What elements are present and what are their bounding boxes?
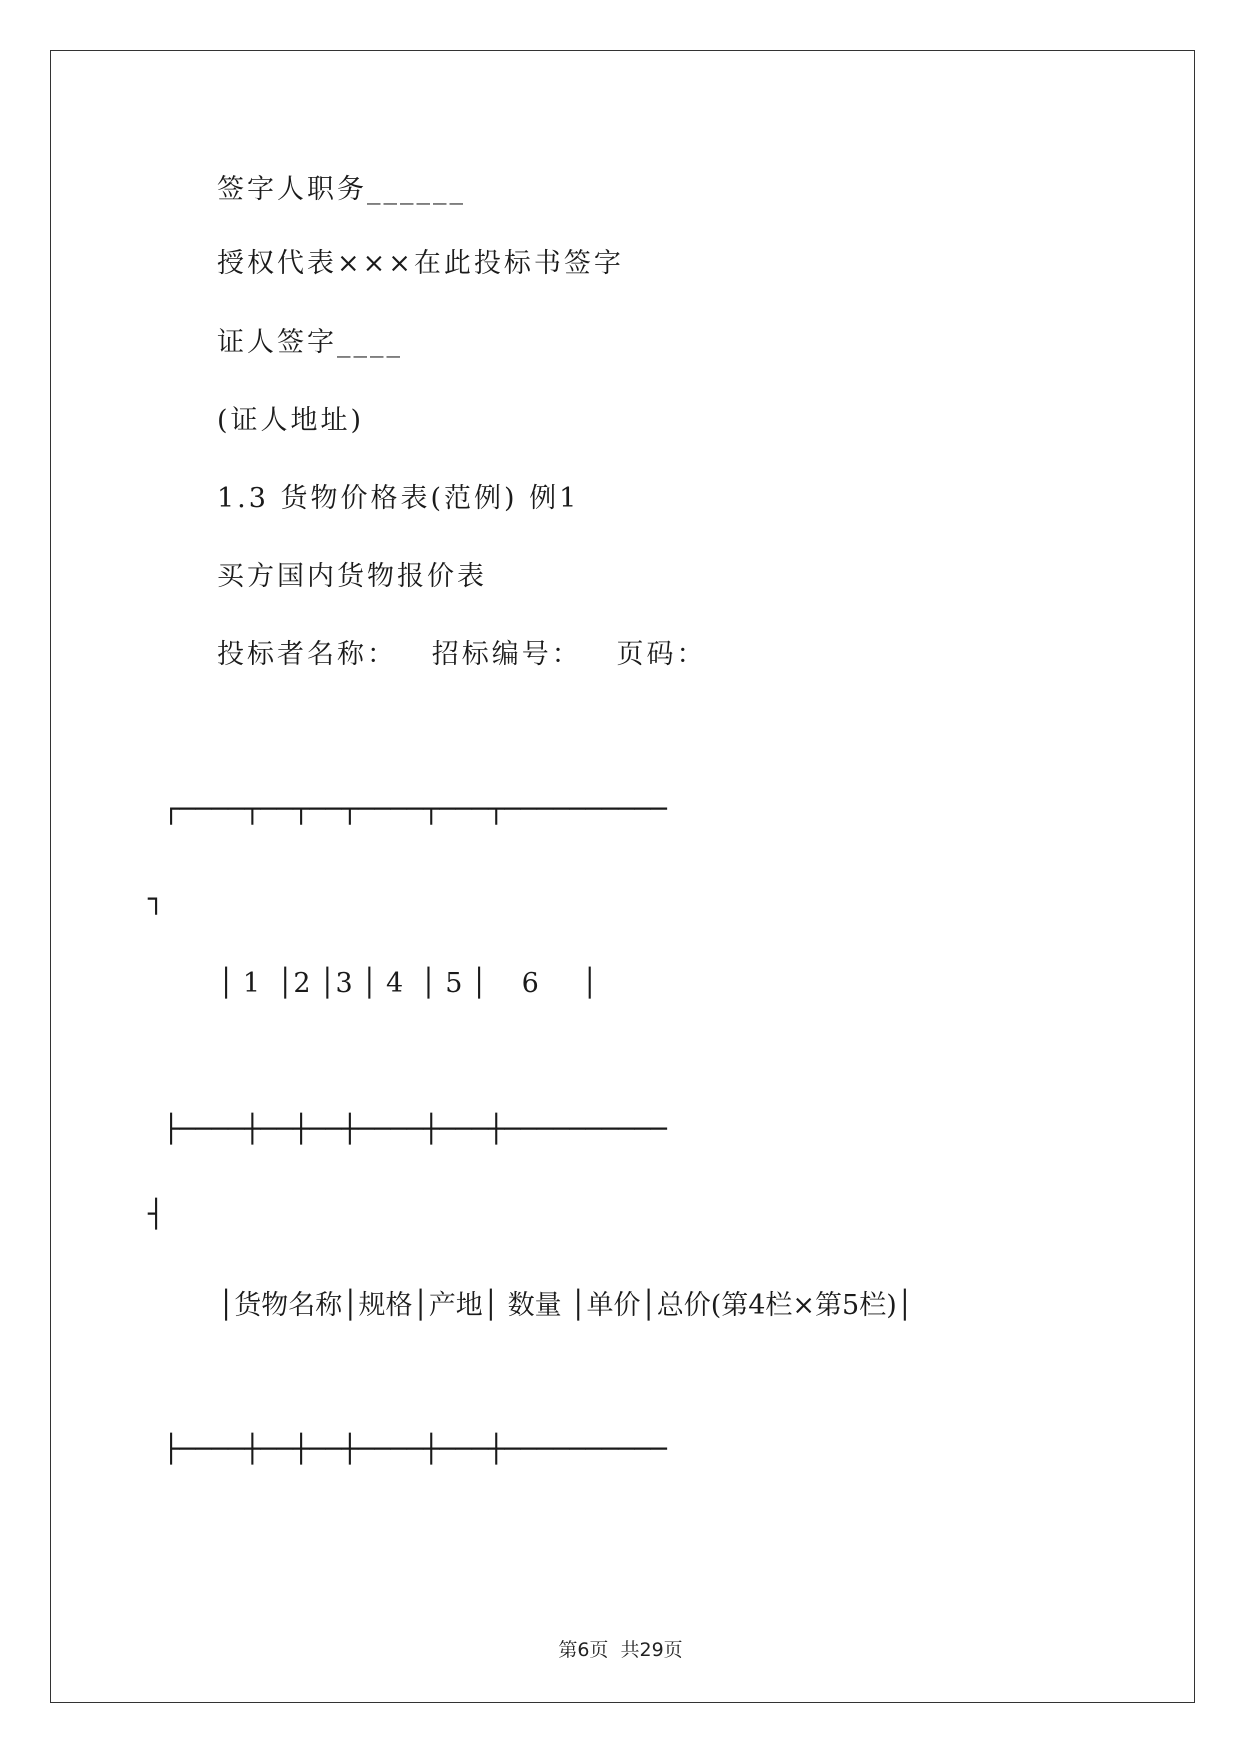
header-fields: 投标者名称： 招标编号： 页码：: [217, 639, 707, 670]
table-mid-rule-1: ├────┼──┼──┼────┼───┼──────────: [163, 1114, 667, 1145]
table-header-row: │货物名称│规格│产地│ 数量 │单价│总价(第4栏×第5栏)│: [218, 1290, 913, 1321]
authorization-line: 授权代表×××在此投标书签字: [217, 248, 624, 279]
table-number-row: │ 1 │2 │3 │ 4 │ 5 │ 6 │: [218, 968, 598, 999]
page-footer: 第6页 共29页: [558, 1639, 683, 1661]
table-mid-right-corner: ┤: [148, 1199, 165, 1230]
table-top-right-corner: ┐: [148, 884, 165, 915]
signer-title-line: 签字人职务______: [217, 174, 466, 205]
table-title: 买方国内货物报价表: [217, 561, 487, 592]
table-top-rule: ┌────┬──┬──┬────┬───┬──────────: [163, 794, 667, 825]
witness-signature-line: 证人签字____: [217, 327, 403, 358]
section-heading: 1.3 货物价格表(范例) 例1: [217, 483, 580, 514]
witness-address-line: (证人地址): [217, 405, 365, 436]
table-mid-rule-2: ├────┼──┼──┼────┼───┼──────────: [163, 1434, 667, 1465]
